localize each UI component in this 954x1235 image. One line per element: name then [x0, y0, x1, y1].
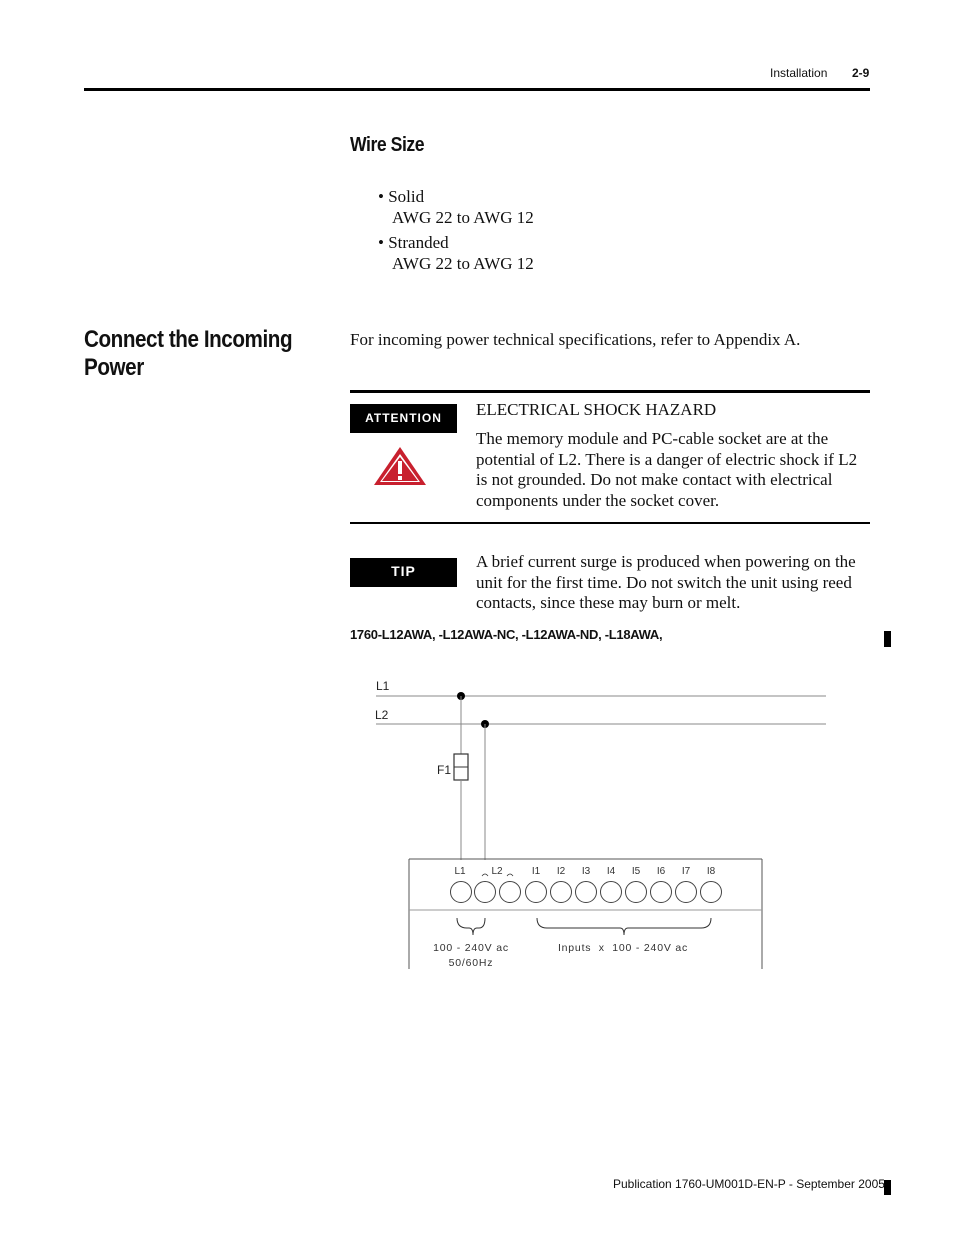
terminal-label-i8: I8: [706, 866, 716, 877]
attention-top-rule: [350, 390, 870, 393]
terminal-i2: [551, 882, 572, 903]
wire-type-label: Stranded: [388, 233, 449, 252]
power-spec-label: 100 - 240V ac: [433, 942, 509, 954]
attention-body: The memory module and PC-cable socket are at the potential of L2. There is a danger of electric shock if L2 is not grounded. Do not make contact with electrical components under the socket cover.: [476, 429, 858, 510]
input-terminals-brace: [537, 918, 711, 935]
bullet-glyph: •: [378, 187, 384, 206]
terminal-i6: [651, 882, 672, 903]
terminal-i8: [701, 882, 722, 903]
terminal-l1: [451, 882, 472, 903]
terminal-label-i4: I4: [606, 866, 616, 877]
wiring-diagram: [370, 672, 832, 972]
terminal-label-i3: I3: [581, 866, 591, 877]
terminal-i3: [576, 882, 597, 903]
connect-power-intro: For incoming power technical specifications, refer to Appendix A.: [350, 330, 801, 349]
wire-type-label: Solid: [388, 187, 425, 206]
attention-bottom-rule: [350, 522, 870, 524]
tip-body: A brief current surge is produced when powering on the unit for the first time. Do not switch the unit using reed contacts, since these may burn or melt.: [476, 552, 856, 612]
terminal-label-l1: L1: [454, 866, 466, 877]
wire-size-heading: Wire Size: [350, 134, 425, 156]
power-terminals-brace: [457, 918, 485, 935]
attention-tag: ATTENTION: [350, 404, 457, 433]
header-page-number: 2-9: [852, 66, 870, 80]
terminal-label-i1: I1: [531, 866, 541, 877]
header-rule: [84, 88, 870, 91]
power-frequency-label: 50/60Hz: [448, 957, 494, 969]
terminal-i1: [526, 882, 547, 903]
wire-size-list: [378, 187, 534, 279]
diagram-caption: 1760-L12AWA, -L12AWA-NC, -L12AWA-ND, -L18AWA,: [350, 627, 663, 642]
terminal-i5: [626, 882, 647, 903]
terminal-i4: [601, 882, 622, 903]
header-section-title: Installation: [770, 66, 828, 80]
fuse-label: F1: [437, 763, 452, 777]
terminal-label-i2: I2: [556, 866, 566, 877]
terminal-label-i5: I5: [631, 866, 641, 877]
list-item: [378, 233, 534, 274]
terminal-l2: [475, 882, 496, 903]
terminal-unused: [500, 882, 521, 903]
footer-publication: Publication 1760-UM001D-EN-P - September 2005: [613, 1177, 885, 1191]
page-header: [0, 0, 954, 100]
terminal-label-i7: I7: [681, 866, 691, 877]
change-bar: [884, 1180, 891, 1195]
bullet-glyph: •: [378, 233, 384, 252]
terminal-label-l2: L2: [491, 866, 503, 877]
warning-triangle-icon: [372, 445, 428, 487]
change-bar: [884, 631, 891, 647]
terminal-i7: [676, 882, 697, 903]
tip-tag: TIP: [350, 558, 457, 587]
wire-gauge-value: AWG 22 to AWG 12: [392, 207, 534, 227]
terminal-label-i6: I6: [656, 866, 666, 877]
connect-power-heading: Connect the Incoming Power: [84, 326, 293, 381]
line-l2-label: L2: [375, 708, 389, 722]
wire-gauge-value: AWG 22 to AWG 12: [392, 253, 534, 273]
list-item: [378, 187, 534, 228]
inputs-spec-label: Inputs x 100 - 240V ac: [557, 942, 689, 954]
attention-title: ELECTRICAL SHOCK HAZARD: [476, 400, 717, 419]
line-l1-label: L1: [376, 679, 390, 693]
